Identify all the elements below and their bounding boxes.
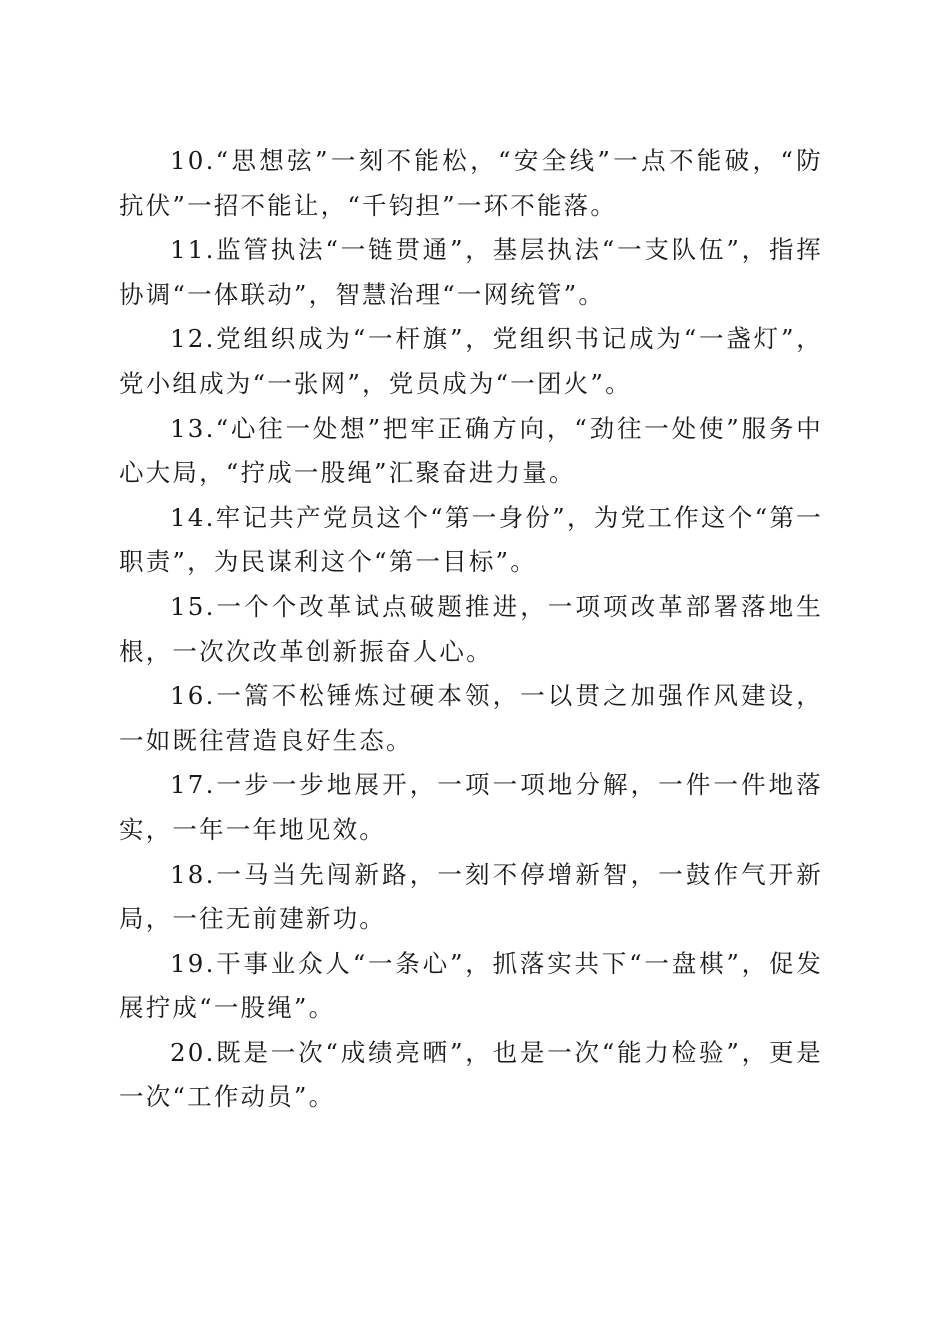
paragraph-19: 19.干事业众人“一条心”，抓落实共下“一盘棋”，促发展拧成“一股绳”。 [119, 948, 823, 1023]
paragraph-11: 11.监管执法“一链贯通”，基层执法“一支队伍”，指挥协调“一体联动”，智慧治理“一网统管”。 [119, 235, 823, 309]
paragraph-17: 17.一步一步地展开，一项一项地分解，一件一件地落实，一年一年地见效。 [119, 770, 823, 844]
paragraph-20: 20.既是一次“成绩亮晒”，也是一次“能力检验”，更是一次“工作动员”。 [119, 1037, 823, 1112]
paragraph-15: 15.一个个改革试点破题推进，一项项改革部署落地生根，一次次改革创新振奋人心。 [119, 591, 823, 666]
paragraph-10: 10.“思想弦”一刻不能松，“安全线”一点不能破，“防抗伏”一招不能让，“千钧担”一环不能落。 [119, 146, 823, 220]
paragraph-18: 18.一马当先闯新路，一刻不停增新智，一鼓作气开新局，一往无前建新功。 [119, 859, 823, 934]
paragraph-14: 14.牢记共产党员这个“第一身份”，为党工作这个“第一职责”，为民谋利这个“第一目标”。 [119, 502, 823, 577]
paragraph-16: 16.一篙不松锤炼过硬本领，一以贯之加强作风建设，一如既往营造良好生态。 [119, 681, 823, 755]
paragraph-13: 13.“心往一处想”把牢正确方向，“劲往一处使”服务中心大局，“拧成一股绳”汇聚奋进力量。 [119, 413, 823, 488]
paragraph-12: 12.党组织成为“一杆旗”，党组织书记成为“一盏灯”，党小组成为“一张网”，党员成为“一团火”。 [119, 324, 823, 398]
document-body [119, 139, 823, 1120]
